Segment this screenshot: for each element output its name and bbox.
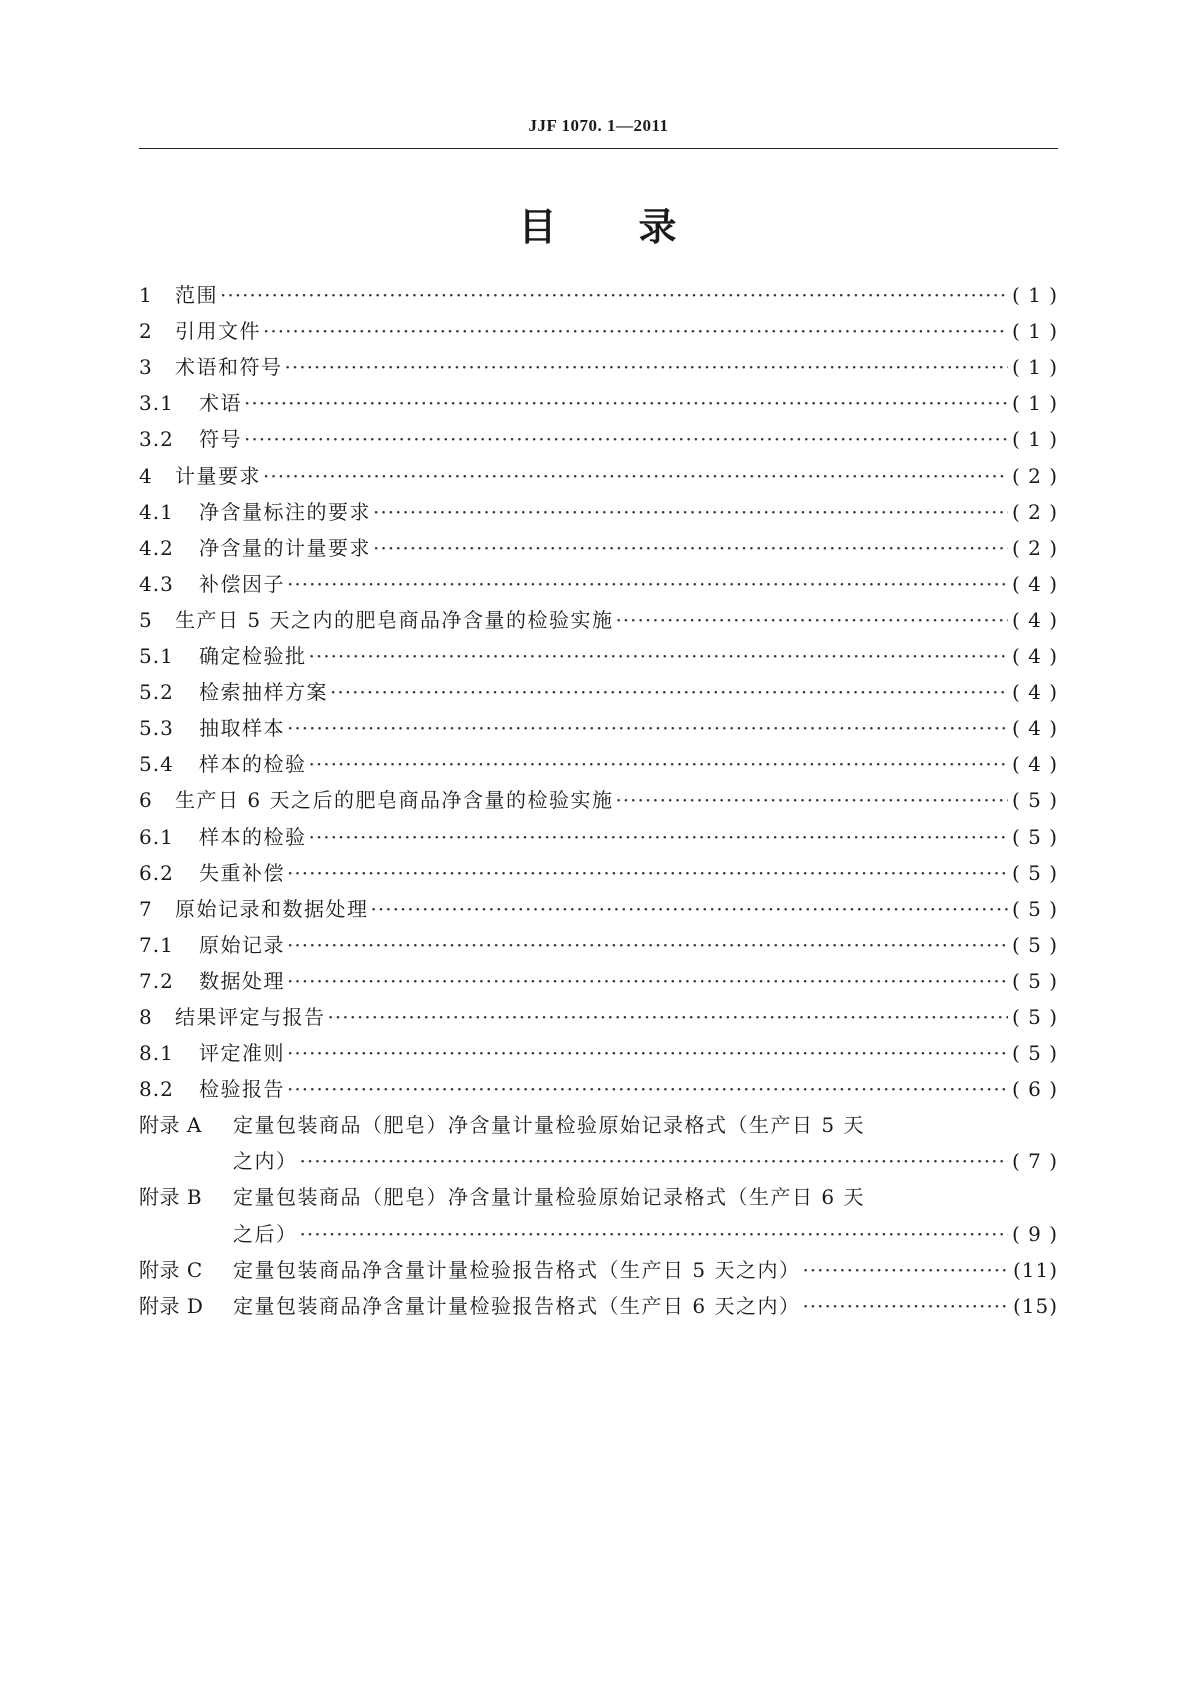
dot-leader [371, 530, 1008, 566]
toc-entry-title: 检索抽样方案 [199, 680, 328, 705]
dot-leader [285, 855, 1008, 891]
dot-leader [242, 421, 1008, 457]
dot-leader [218, 277, 1008, 313]
dot-leader [328, 674, 1008, 710]
dot-leader [285, 1071, 1008, 1107]
dot-leader [307, 638, 1009, 674]
toc-entry-number: 6 [139, 788, 153, 813]
toc-entry-page: ( 4 ) [1011, 571, 1058, 596]
toc-entry-page: ( 1 ) [1011, 427, 1058, 452]
appendix-title: 定量包装商品（肥皂）净含量计量检验原始记录格式（生产日 5 天 [233, 1113, 865, 1138]
dot-leader [285, 710, 1008, 746]
toc-entry-title: 抽取样本 [199, 716, 285, 741]
toc-entry-number: 7.2 [139, 968, 174, 993]
toc-entry-page: ( 2 ) [1011, 499, 1058, 524]
toc-entry-page: ( 4 ) [1011, 644, 1058, 669]
toc-entry-number: 8.2 [139, 1077, 174, 1102]
toc-appendix-d[interactable] [139, 1288, 1058, 1324]
toc-entry-4-2[interactable] [139, 530, 1058, 566]
toc-entry-8-2[interactable] [139, 1071, 1058, 1107]
toc-entry-number: 6.2 [139, 860, 174, 885]
toc-entry-2[interactable] [139, 313, 1058, 349]
toc-entry-number: 5.3 [139, 716, 174, 741]
toc-entry-3-1[interactable] [139, 385, 1058, 421]
toc-entry-number: 5 [139, 607, 153, 632]
toc-entry-6[interactable] [139, 782, 1058, 818]
toc-entry-7-1[interactable] [139, 927, 1058, 963]
toc-entry-4-3[interactable] [139, 566, 1058, 602]
dot-leader [285, 963, 1008, 999]
toc-entry-page: ( 2 ) [1011, 535, 1058, 560]
toc-entry-page: ( 5 ) [1011, 1004, 1058, 1029]
dot-leader [285, 566, 1008, 602]
appendix-label: 附录 D [139, 1293, 204, 1318]
toc-entry-title: 失重补偿 [199, 860, 285, 885]
toc-entry-number: 3 [139, 355, 153, 380]
toc-entry-number: 8 [139, 1004, 153, 1029]
toc-entry-page: ( 2 ) [1011, 463, 1058, 488]
appendix-label: 附录 C [139, 1257, 203, 1282]
toc-entry-page: ( 5 ) [1011, 788, 1058, 813]
toc-entry-page: ( 7 ) [1011, 1149, 1058, 1174]
dot-leader [369, 891, 1009, 927]
toc-entry-page: ( 6 ) [1011, 1077, 1058, 1102]
toc-entry-6-1[interactable] [139, 818, 1058, 854]
dot-leader [307, 819, 1009, 855]
toc-entry-page: ( 5 ) [1011, 860, 1058, 885]
header-divider [139, 148, 1058, 149]
toc-entry-8-1[interactable] [139, 1035, 1058, 1071]
toc-entry-number: 6.1 [139, 824, 174, 849]
appendix-label: 附录 A [139, 1113, 202, 1138]
toc-entry-5[interactable] [139, 602, 1058, 638]
toc-entry-number: 5.2 [139, 680, 174, 705]
toc-entry-number: 8.1 [139, 1041, 174, 1066]
toc-entry-title: 原始记录和数据处理 [175, 896, 369, 921]
toc-entry-number: 7.1 [139, 932, 174, 957]
toc-entry-title: 范围 [175, 283, 218, 308]
toc-entry-5-2[interactable] [139, 674, 1058, 710]
toc-entry-7-2[interactable] [139, 963, 1058, 999]
toc-entry-title: 样本的检验 [199, 824, 307, 849]
toc-entry-page: ( 1 ) [1011, 355, 1058, 380]
appendix-title: 定量包装商品净含量计量检验报告格式（生产日 6 天之内） [233, 1293, 801, 1318]
appendix-title: 定量包装商品净含量计量检验报告格式（生产日 5 天之内） [233, 1257, 801, 1282]
toc-entry-3-2[interactable] [139, 421, 1058, 457]
dot-leader [613, 782, 1008, 818]
toc-appendix-a[interactable] [139, 1107, 1058, 1179]
toc-entry-page: ( 5 ) [1011, 932, 1058, 957]
dot-leader [298, 1143, 1009, 1179]
toc-entry-number: 5.4 [139, 752, 174, 777]
toc-entry-page: ( 5 ) [1011, 896, 1058, 921]
dot-leader [800, 1288, 1008, 1324]
toc-entry-page: ( 1 ) [1011, 391, 1058, 416]
toc-entry-title: 原始记录 [199, 932, 285, 957]
toc-entry-page: ( 5 ) [1011, 1041, 1058, 1066]
toc-entry-number: 4 [139, 463, 153, 488]
toc-entry-title: 生产日 6 天之后的肥皂商品净含量的检验实施 [175, 788, 614, 813]
toc-entry-6-2[interactable] [139, 855, 1058, 891]
dot-leader [285, 1035, 1008, 1071]
dot-leader [800, 1252, 1008, 1288]
toc-entry-page: ( 4 ) [1011, 607, 1058, 632]
toc-entry-page: ( 1 ) [1011, 283, 1058, 308]
toc-entry-number: 1 [139, 283, 153, 308]
dot-leader [285, 927, 1008, 963]
toc-appendix-b[interactable] [139, 1179, 1058, 1251]
toc-entry-title: 计量要求 [175, 463, 261, 488]
toc-entry-number: 5.1 [139, 644, 174, 669]
toc-entry-page: (11) [1012, 1257, 1058, 1282]
toc-entry-page: ( 4 ) [1011, 680, 1058, 705]
toc-entry-title: 净含量的计量要求 [199, 535, 371, 560]
toc-entry-4-1[interactable] [139, 494, 1058, 530]
dot-leader [371, 494, 1008, 530]
toc-entry-title: 符号 [199, 427, 242, 452]
toc-entry-page: ( 9 ) [1011, 1221, 1058, 1246]
toc-entry-4[interactable] [139, 457, 1058, 493]
toc-entry-title: 引用文件 [175, 319, 261, 344]
toc-entry-5-1[interactable] [139, 638, 1058, 674]
toc-entry-5-3[interactable] [139, 710, 1058, 746]
toc-entry-page: (15) [1012, 1293, 1058, 1318]
toc-entry-number: 3.1 [139, 391, 174, 416]
toc-entry-page: ( 1 ) [1011, 319, 1058, 344]
toc-entry-title: 补偿因子 [199, 571, 285, 596]
toc-entry-number: 7 [139, 896, 153, 921]
toc-entry-number: 4.2 [139, 535, 174, 560]
toc-entry-5-4[interactable] [139, 746, 1058, 782]
dot-leader [326, 999, 1009, 1035]
toc-entry-8[interactable] [139, 999, 1058, 1035]
toc-entry-page: ( 5 ) [1011, 968, 1058, 993]
toc-entry-title: 数据处理 [199, 968, 285, 993]
toc-entry-number: 4.1 [139, 499, 174, 524]
appendix-title: 定量包装商品（肥皂）净含量计量检验原始记录格式（生产日 6 天 [233, 1185, 865, 1210]
dot-leader [261, 458, 1008, 494]
toc-entry-page: ( 4 ) [1011, 716, 1058, 741]
toc-entry-title: 评定准则 [199, 1041, 285, 1066]
toc-entry-3[interactable] [139, 349, 1058, 385]
dot-leader [307, 746, 1009, 782]
toc-entry-title: 结果评定与报告 [175, 1004, 326, 1029]
toc-entry-7[interactable] [139, 891, 1058, 927]
toc-entry-number: 3.2 [139, 427, 174, 452]
toc-entry-number: 2 [139, 319, 153, 344]
appendix-title-continued: 之后） [233, 1221, 298, 1246]
dot-leader [261, 313, 1008, 349]
toc-appendix-c[interactable] [139, 1252, 1058, 1288]
toc-entry-page: ( 5 ) [1011, 824, 1058, 849]
dot-leader [242, 385, 1008, 421]
toc-entry-title: 生产日 5 天之内的肥皂商品净含量的检验实施 [175, 607, 614, 632]
toc-entry-title: 确定检验批 [199, 644, 307, 669]
appendix-title-continued: 之内） [233, 1149, 298, 1174]
toc-entry-title: 术语和符号 [175, 355, 283, 380]
toc-entry-1[interactable] [139, 277, 1058, 313]
toc-entry-title: 检验报告 [199, 1077, 285, 1102]
toc-entry-title: 术语 [199, 391, 242, 416]
page-title: 目 录 [518, 205, 679, 249]
standard-code-header: JJF 1070. 1—2011 [528, 116, 669, 135]
toc-entry-page: ( 4 ) [1011, 752, 1058, 777]
dot-leader [613, 602, 1008, 638]
toc-entry-number: 4.3 [139, 571, 174, 596]
toc-entry-title: 净含量标注的要求 [199, 499, 371, 524]
table-of-contents [139, 277, 1058, 1324]
appendix-label: 附录 B [139, 1185, 203, 1210]
toc-entry-title: 样本的检验 [199, 752, 307, 777]
dot-leader [283, 349, 1009, 385]
dot-leader [298, 1216, 1009, 1252]
